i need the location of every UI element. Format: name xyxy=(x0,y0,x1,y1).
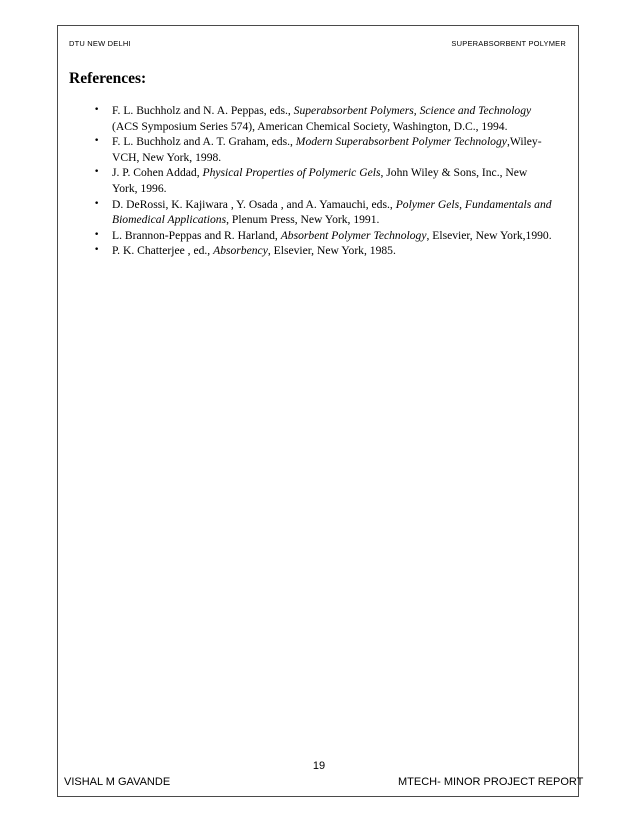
bullet-icon: • xyxy=(94,245,100,256)
reference-authors: F. L. Buchholz and N. A. Peppas, eds., xyxy=(112,104,294,117)
reference-publication: (ACS Symposium Series 574), American Chemical Society, Washington, D.C., 1994. xyxy=(112,119,508,133)
bullet-icon: • xyxy=(94,198,100,209)
bullet-icon: • xyxy=(94,229,100,240)
reference-title: Absorbent Polymer Technology xyxy=(280,228,427,242)
reference-publication: ,Wiley-VCH, New York, 1998. xyxy=(112,135,542,164)
reference-publication: , Plenum Press, New York, 1991. xyxy=(226,213,380,227)
section-title: References: xyxy=(69,70,147,87)
bullet-icon: • xyxy=(94,105,100,115)
bullet-icon: • xyxy=(94,136,100,147)
reference-authors: P. K. Chatterjee , ed., xyxy=(112,244,214,258)
reference-authors: L. Brannon-Peppas and R. Harland, xyxy=(112,228,281,242)
reference-publication: , Elsevier, New York, 1985. xyxy=(267,244,396,258)
reference-authors: D. DeRossi, K. Kajiwara , Y. Osada , and A. Yamauchi, eds., xyxy=(112,197,396,211)
reference-authors: J. P. Cohen Addad, xyxy=(112,166,203,180)
reference-item xyxy=(94,165,552,196)
reference-item xyxy=(94,228,552,244)
reference-title: Modern Superabsorbent Polymer Technology xyxy=(295,135,507,149)
reference-title: Polymer Gels, Fundamentals and Biomedical Applications xyxy=(112,197,552,227)
footer-right: MTECH- MINOR PROJECT REPORT xyxy=(398,776,584,788)
reference-item xyxy=(94,243,552,259)
footer-left: VISHAL M GAVANDE xyxy=(64,776,171,788)
reference-item xyxy=(94,103,552,134)
running-header-left: DTU NEW DELHI xyxy=(69,39,131,48)
running-header-right: SUPERABSORBENT POLYMER xyxy=(451,39,566,48)
reference-authors: F. L. Buchholz and A. T. Graham, eds., xyxy=(112,135,296,149)
reference-item xyxy=(94,134,552,165)
reference-title: Physical Properties of Polymeric Gels xyxy=(202,166,381,180)
reference-publication: , John Wiley & Sons, Inc., New York, 1996. xyxy=(112,166,528,195)
reference-publication: , Elsevier, New York,1990. xyxy=(426,228,552,242)
reference-title: Superabsorbent Polymers, Science and Technology xyxy=(293,104,532,117)
reference-title: Absorbency xyxy=(213,244,268,258)
reference-item xyxy=(94,197,552,228)
bullet-icon: • xyxy=(94,167,100,178)
page-number: 19 xyxy=(312,760,326,772)
reference-list xyxy=(94,103,552,259)
